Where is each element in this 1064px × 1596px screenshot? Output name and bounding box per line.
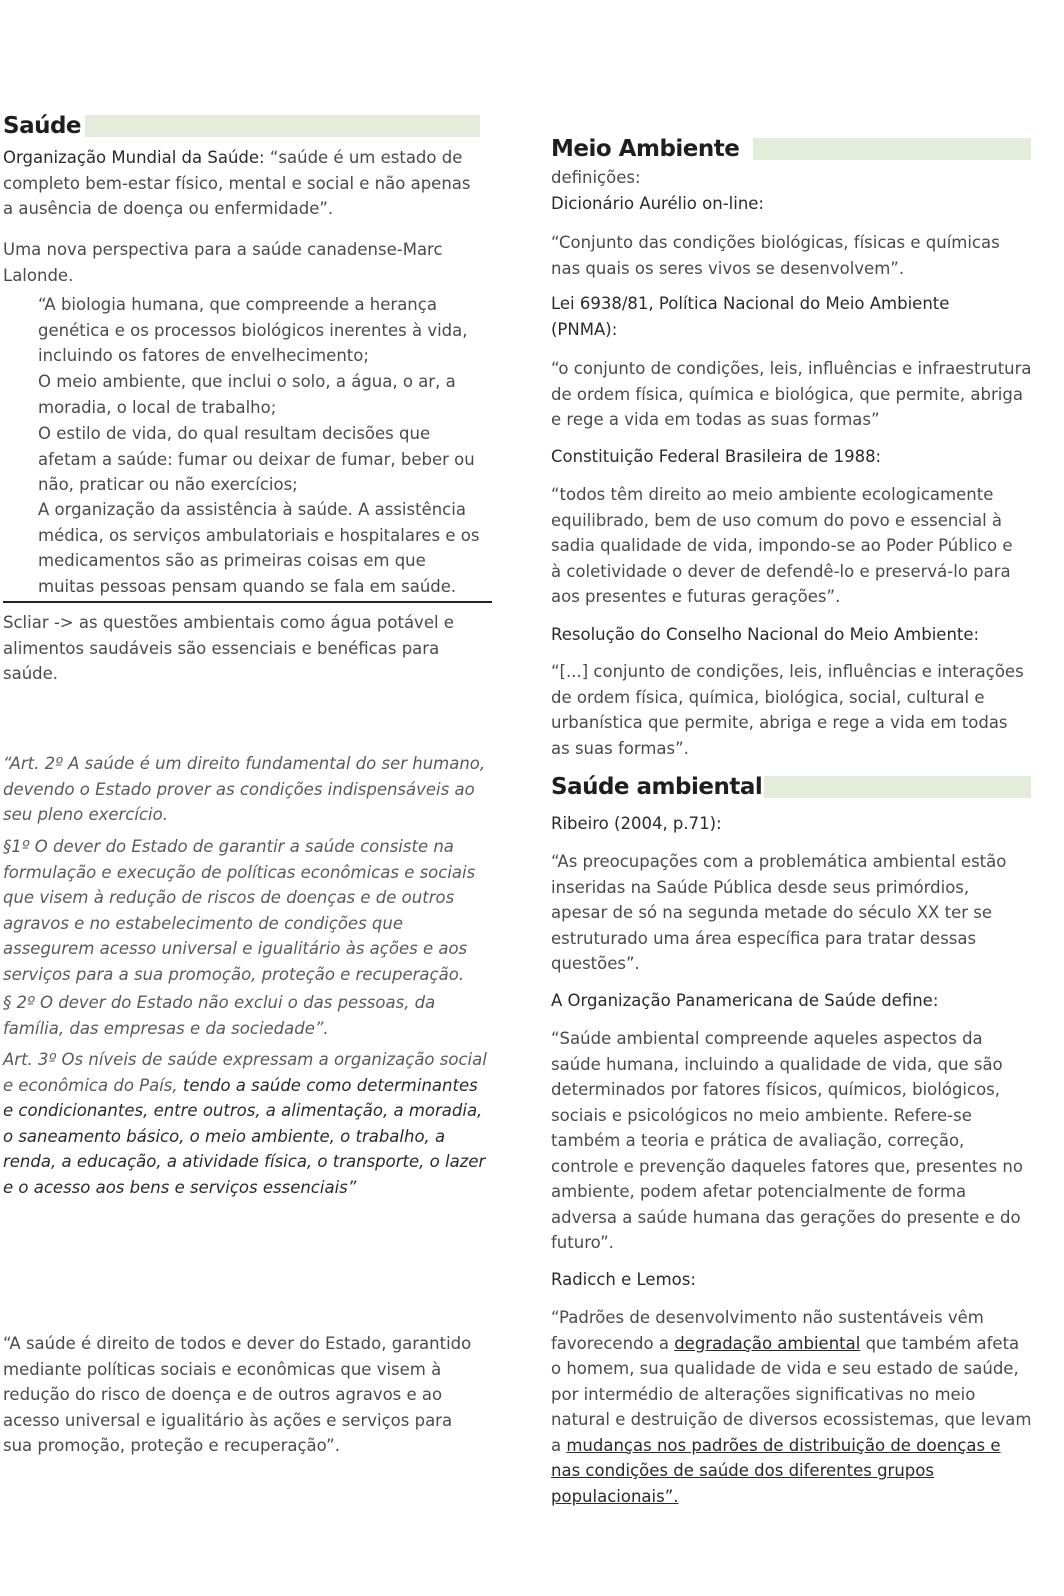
meio-ambiente-heading: [551, 136, 1031, 162]
scliar-note: Scliar -> as questões ambientais como água potável e alimentos saudáveis são essenciais e benéficas para saúde.: [3, 613, 454, 683]
degradacao-underlined: degradação ambiental: [674, 1333, 861, 1353]
cf-quote: “todos têm direito ao meio ambiente ecologicamente equilibrado, bem de uso comum do povo e essencial à sadia qualidade de vida, impondo-se ao Poder Público e à coletividade o dever de defendê-lo e preservá-lo para aos presentes e futuras gerações”.: [551, 485, 1013, 606]
aurelio-quote: “Conjunto das condições biológicas, físicas e químicas nas quais os seres vivos se desenvolvem”.: [551, 233, 1000, 278]
art3-determinants: tendo a saúde como determinantes e condicionantes, entre outros, a alimentação, a moradia, o saneamento básico, o meio ambiente, o trabalho, a renda, a educação, a atividade física, o transporte, o lazer e o acesso aos bens e serviços essenciais”: [3, 1075, 486, 1197]
radicch-middle: que também afeta o homem, sua qualidade de vida e seu estado de saúde, por intermédio de alterações significativas no meio natural e destruição de diversos ecossistemas, que levam a: [551, 1333, 1032, 1455]
lei-quote: “o conjunto de condições, leis, influências e infraestrutura de ordem física, química e biológica, que permite, abriga e rege a vida em todas as suas formas”: [551, 359, 1032, 429]
saude-heading-text: Saúde: [3, 113, 82, 139]
ribeiro-label: Ribeiro (2004, p.71):: [551, 814, 722, 833]
heading-highlight-bar: [764, 776, 1031, 798]
mudancas-underlined: mudanças nos padrões de distribuição de doenças e nas condições de saúde dos diferentes grupos populacionais”.: [551, 1435, 1001, 1506]
art3-intro: Art. 3º Os níveis de saúde expressam a organização social e econômica do País,: [3, 1050, 487, 1095]
ribeiro-quote: “As preocupações com a problemática ambiental estão inseridas na Saúde Pública desde seus primórdios, apesar de só na segunda metade do século XX ter se estruturado uma área específica para tratar dessas questões”.: [551, 852, 1007, 973]
constitution-health-quote: “A saúde é direito de todos e dever do Estado, garantido mediante políticas sociais e econômicas que visem à redução do risco de doença e de outros agravos e ao acesso universal e igualitário às ações e serviços para sua promoção, proteção e recuperação”.: [3, 1334, 472, 1455]
lalonde-item-1: “A biologia humana, que compreende a herança genética e os processos biológicos inerentes à vida, incluindo os fatores de envelhecimento;: [38, 295, 468, 365]
lalonde-item-4: A organização da assistência à saúde. A assistência médica, os serviços ambulatoriais e hospitalares e os medicamentos são as primeiras coisas em que muitas pessoas pensam quando se fala em saúde.: [38, 500, 480, 596]
aurelio-label: Dicionário Aurélio on-line:: [551, 194, 764, 213]
saude-ambiental-heading: [551, 774, 1031, 800]
art3-text: [3, 1047, 493, 1200]
heading-highlight-bar: [85, 115, 480, 137]
oms-definition: [3, 145, 479, 222]
paragraph-1-text: §1º O dever do Estado de garantir a saúde consiste na formulação e execução de políticas econômicas e sociais que visem à redução de riscos de doenças e de outros agravos e no estabelecimento de condições que assegurem acesso universal e igualitário às ações e aos serviços para a sua promoção, proteção e recuperação.: [3, 837, 476, 984]
opas-quote: “Saúde ambiental compreende aqueles aspectos da saúde humana, incluindo a qualidade de vida, que são determinados por fatores físicos, químicos, biológicos, sociais e psicológicos no meio ambiente. Refere-se também a teoria e prática de avaliação, correção, controle e prevenção daqueles fatores que, presentes no ambiente, podem afetar potencialmente de forma adversa a saúde humana das gerações do presente e do futuro”.: [551, 1029, 1023, 1252]
cf-label: Constituição Federal Brasileira de 1988:: [551, 447, 882, 466]
oms-label: Organização Mundial da Saúde:: [3, 148, 265, 167]
saude-heading: [3, 113, 480, 139]
radicch-label: Radicch e Lemos:: [551, 1270, 696, 1289]
lei-label: Lei 6938/81, Política Nacional do Meio Ambiente (PNMA):: [551, 294, 950, 339]
opas-label: A Organização Panamericana de Saúde define:: [551, 991, 939, 1010]
radicch-intro: “Padrões de desenvolvimento não sustentáveis vêm favorecendo a: [551, 1308, 984, 1353]
paragraph-2-text: § 2º O dever do Estado não exclui o das pessoas, da família, das empresas e da sociedade”.: [3, 993, 436, 1038]
conama-label: Resolução do Conselho Nacional do Meio Ambiente:: [551, 625, 980, 644]
conama-quote: “[...] conjunto de condições, leis, influências e interações de ordem física, química, biológica, social, cultural e urbanística que permite, abriga e rege a vida em todas as suas formas”.: [551, 662, 1024, 758]
lalonde-item-3: O estilo de vida, do qual resultam decisões que afetam a saúde: fumar ou deixar de fumar, beber ou não, praticar ou não exercícios;: [38, 424, 475, 494]
definicoes-label: definições:: [551, 168, 641, 187]
lalonde-title: Uma nova perspectiva para a saúde canadense-Marc Lalonde.: [3, 240, 443, 285]
oms-quote: “saúde é um estado de completo bem-estar físico, mental e social e não apenas a ausência de doença ou enfermidade”.: [3, 148, 471, 218]
art2-text: “Art. 2º A saúde é um direito fundamental do ser humano, devendo o Estado prover as condições indispensáveis ao seu pleno exercício.: [3, 754, 486, 824]
meio-ambiente-heading-text: Meio Ambiente: [551, 136, 740, 162]
section-divider: [3, 601, 492, 603]
radicch-quote: [551, 1305, 1033, 1509]
heading-highlight-bar: [753, 138, 1031, 160]
saude-ambiental-heading-text: Saúde ambiental: [551, 774, 763, 800]
lalonde-item-2: O meio ambiente, que inclui o solo, a água, o ar, a moradia, o local de trabalho;: [38, 372, 456, 417]
